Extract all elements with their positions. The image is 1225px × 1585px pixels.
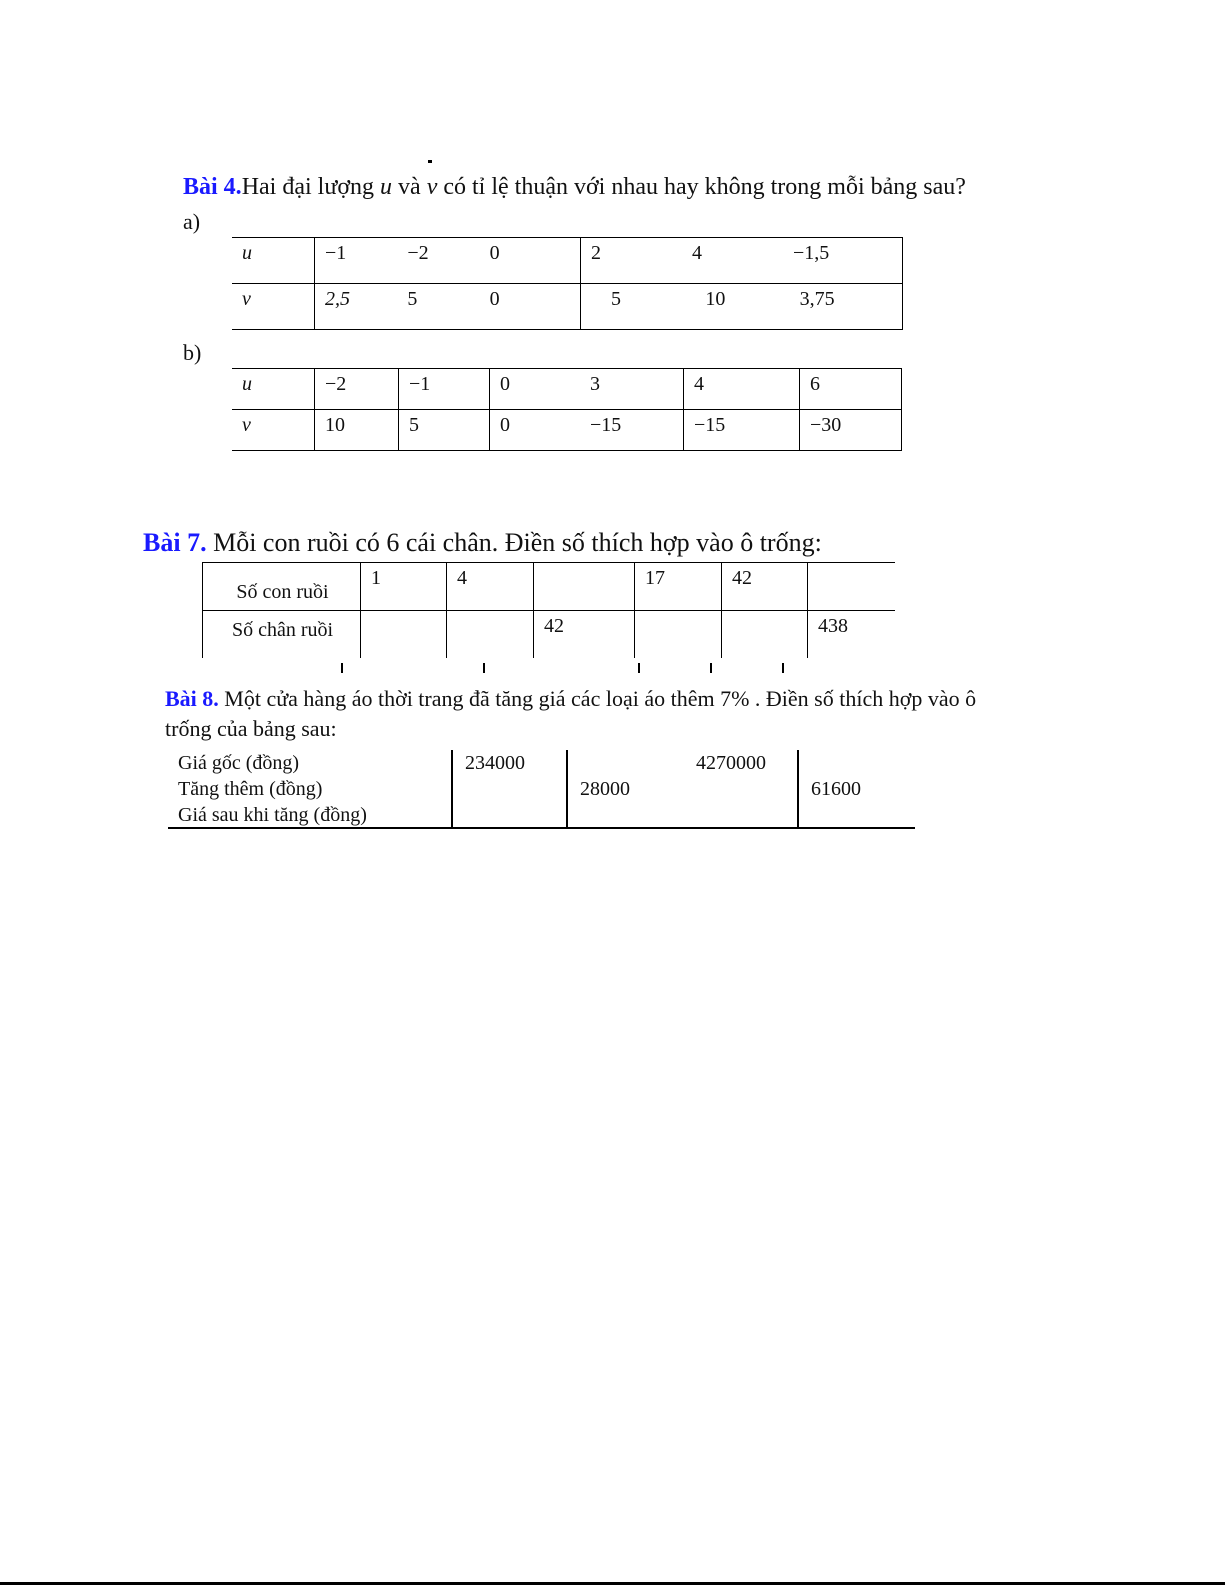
table-cell xyxy=(361,563,447,611)
cell-value: 6 xyxy=(810,373,820,395)
cell-value: 10 xyxy=(705,288,726,310)
cell-value: 2,5 xyxy=(325,288,350,310)
cell-value: −1 xyxy=(325,242,347,264)
bai7-table xyxy=(202,562,895,658)
table-cell xyxy=(635,563,722,611)
table-divider xyxy=(566,750,568,828)
row-label-v: v xyxy=(242,288,251,310)
tick-mark xyxy=(638,663,640,673)
cell-value: 0 xyxy=(500,373,510,395)
cell-value: 438 xyxy=(818,615,848,637)
tick-mark xyxy=(341,663,343,673)
table-cell xyxy=(232,284,315,330)
cell-value: 4 xyxy=(457,567,467,589)
table-cell xyxy=(722,563,808,611)
cell-value: −2 xyxy=(407,242,429,264)
bai4-text-a: Hai đại lượng xyxy=(241,174,381,200)
cell-value: 0 xyxy=(489,288,500,310)
table-row xyxy=(203,611,896,659)
table-cell xyxy=(684,369,800,410)
row-label-flies: Số con ruồi xyxy=(236,581,329,603)
bai4-table-a xyxy=(232,237,903,330)
table-row xyxy=(232,369,902,410)
table-cell xyxy=(203,563,361,611)
cell-value: −1 xyxy=(409,373,431,395)
bai4-heading xyxy=(183,174,966,201)
table-cell xyxy=(581,238,903,284)
bai4-var-u: u xyxy=(380,174,393,200)
table-bottom-border xyxy=(168,827,915,829)
bai7-heading xyxy=(143,528,822,558)
row-label-v: v xyxy=(242,414,251,436)
table-cell xyxy=(800,369,902,410)
table-row xyxy=(232,410,902,451)
table-cell xyxy=(315,238,581,284)
cell-value: −15 xyxy=(694,414,726,436)
bai8-label: Bài 8. xyxy=(165,686,219,711)
table-cell xyxy=(635,611,722,659)
cell-value: 3 xyxy=(590,373,600,395)
cell-value: 0 xyxy=(500,414,510,436)
cell-value: 2 xyxy=(591,242,601,264)
bai4-part-a: a) xyxy=(183,209,201,234)
row-label-u: u xyxy=(242,242,252,264)
table-cell xyxy=(232,369,315,410)
table-cell xyxy=(581,284,903,330)
cell-value: 17 xyxy=(645,567,665,589)
cell-value: −30 xyxy=(810,414,842,436)
table-cell xyxy=(808,563,896,611)
bai8-table xyxy=(168,750,915,828)
cell-value: 28000 xyxy=(580,778,630,800)
table-cell xyxy=(722,611,808,659)
cell-value: −1,5 xyxy=(793,242,830,264)
cell-value: 0 xyxy=(489,242,500,264)
table-divider xyxy=(451,750,453,828)
cell-value: 42 xyxy=(544,615,564,637)
cell-value: 3,75 xyxy=(799,288,835,310)
table-row xyxy=(232,284,903,330)
row-label: Giá gốc (đồng) xyxy=(178,752,300,774)
table-cell xyxy=(399,410,490,451)
table-cell xyxy=(490,369,684,410)
table-row xyxy=(232,238,903,284)
cell-value: 10 xyxy=(325,414,345,436)
cell-value: 4270000 xyxy=(696,752,766,774)
row-label-u: u xyxy=(242,373,252,395)
table-cell xyxy=(447,563,534,611)
bai7-text: Mỗi con ruồi có 6 cái chân. Điền số thích hợp vào ô trống: xyxy=(206,528,822,557)
bai4-var-v: v xyxy=(426,174,438,200)
cell-value: 4 xyxy=(692,242,702,264)
cell-value: 5 xyxy=(409,414,419,436)
bai8-heading xyxy=(165,684,976,744)
table-cell xyxy=(684,410,800,451)
table-cell xyxy=(808,611,896,659)
row-label: Tăng thêm (đồng) xyxy=(178,778,323,800)
table-cell xyxy=(315,284,581,330)
bai4-text-c: có tỉ lệ thuận với nhau hay không trong mỗi bảng sau? xyxy=(437,174,966,200)
cell-value: 1 xyxy=(371,567,381,589)
cell-value: 5 xyxy=(407,288,418,310)
table-cell xyxy=(490,410,684,451)
cell-value: −15 xyxy=(590,414,622,436)
row-label: Giá sau khi tăng (đồng) xyxy=(178,804,367,826)
tick-mark xyxy=(710,663,712,673)
table-cell xyxy=(203,611,361,659)
table-cell xyxy=(315,369,399,410)
cell-value: −2 xyxy=(325,373,347,395)
table-cell xyxy=(447,611,534,659)
bai8-text-line2: trống của bảng sau: xyxy=(165,716,337,741)
table-cell xyxy=(232,410,315,451)
stray-dot xyxy=(428,160,432,163)
table-cell xyxy=(399,369,490,410)
bai4-table-b xyxy=(232,368,902,451)
bai4-text-b: và xyxy=(392,174,427,200)
bai7-label: Bài 7. xyxy=(143,528,207,557)
bai8-text-line1: Một cửa hàng áo thời trang đã tăng giá các loại áo thêm 7% . Điền số thích hợp vào ô xyxy=(218,686,977,711)
table-cell xyxy=(315,410,399,451)
table-cell xyxy=(534,611,635,659)
cell-value: 42 xyxy=(732,567,752,589)
row-label-legs: Số chân ruồi xyxy=(231,619,334,641)
cell-value: 234000 xyxy=(465,752,525,774)
bai4-label: Bài 4. xyxy=(183,174,242,200)
table-cell xyxy=(800,410,902,451)
cell-value: 4 xyxy=(694,373,704,395)
cell-value: 5 xyxy=(611,288,621,310)
bai4-part-b: b) xyxy=(183,340,202,365)
cell-value: 61600 xyxy=(811,778,861,800)
table-divider xyxy=(797,750,799,828)
table-cell xyxy=(361,611,447,659)
table-cell xyxy=(232,238,315,284)
table-cell xyxy=(534,563,635,611)
tick-mark xyxy=(782,663,784,673)
table-row xyxy=(203,563,896,611)
tick-mark xyxy=(483,663,485,673)
